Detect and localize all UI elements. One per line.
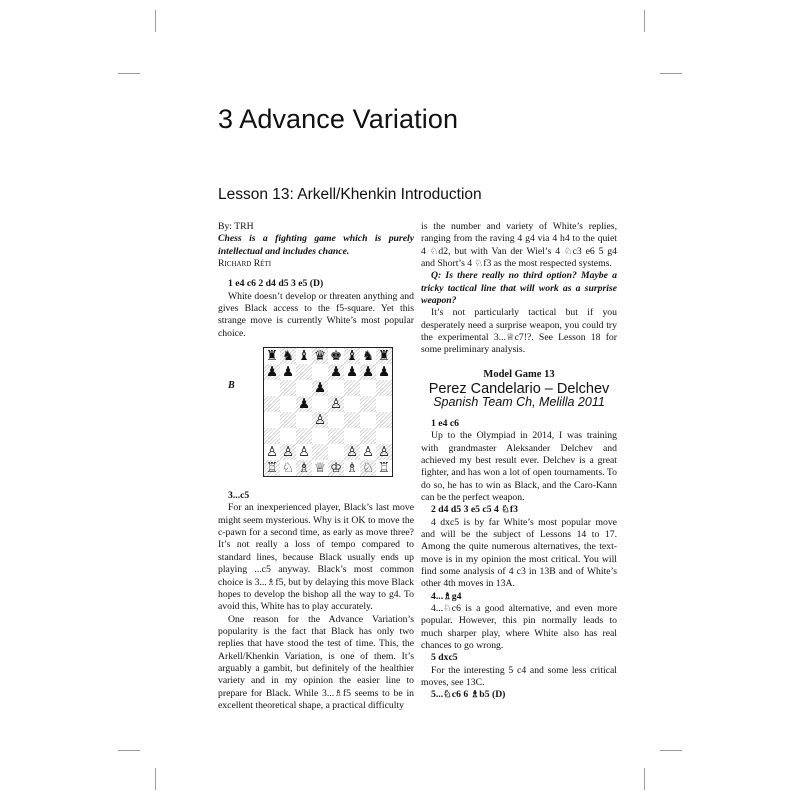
board-square: ♟	[345, 364, 359, 381]
epigraph: Chess is a fighting game which is purely intellectual and includes chance.	[218, 233, 414, 257]
move-heading: 1 e4 c6 2 d4 d5 3 e5 (D)	[228, 278, 324, 290]
move-heading: 4...♗g4	[431, 590, 462, 602]
paragraph: For the interesting 5 c4 and some less critical moves, see 13C.	[421, 664, 617, 689]
crop-mark	[660, 73, 682, 74]
move-heading: 5 dxc5	[431, 652, 458, 664]
paragraph: 4 dxc5 is by far White’s most popular move and will be the subject of Lessons 14 to 17. Among the quite numerous alternatives, the text-move is in my opinion the most critical. You will find some analysis of 4 c3 in 13B and of White’s other 4th moves in 13A.	[421, 516, 617, 590]
board-square	[360, 396, 376, 412]
board-square	[312, 364, 328, 380]
board-square: ♙	[281, 444, 295, 461]
board-square: ♟	[329, 364, 343, 381]
board-square: ♖	[265, 460, 279, 477]
board-square	[264, 396, 280, 412]
board-square: ♜	[265, 348, 279, 365]
board-square: ♟	[297, 396, 311, 413]
right-column	[421, 221, 617, 702]
board-square: ♛	[313, 348, 327, 365]
board-square	[264, 412, 280, 428]
board-square	[280, 428, 296, 444]
board-square: ♟	[281, 364, 295, 381]
board-square: ♞	[361, 348, 375, 365]
model-game-event: Spanish Team Ch, Melilla 2011	[433, 395, 605, 410]
board-square: ♙	[313, 412, 327, 429]
chess-diagram	[218, 346, 414, 486]
paragraph: For an inexperienced player, Black’s last move might seem mysterious. Why is it OK to move the c-pawn for a second time, as early as move three? It’s not really a loss of tempo compared to standard lines, because Black usually ends up playing ...c5 anyway. Black’s most common choice is 3...♗f5, but by delaying this move Black hopes to develop the bishop all the way to g4. To avoid this, White has to play accurately.	[218, 502, 414, 613]
board-square: ♙	[329, 396, 343, 413]
board-square: ♚	[329, 348, 343, 365]
board-square: ♘	[281, 460, 295, 477]
board-square: ♗	[297, 460, 311, 477]
board-square: ♕	[313, 460, 327, 477]
board-square	[360, 380, 376, 396]
board-square	[376, 380, 392, 396]
board-square	[264, 428, 280, 444]
board-square: ♙	[297, 444, 311, 461]
board-square	[296, 364, 312, 380]
board-square: ♝	[345, 348, 359, 365]
board-square	[312, 444, 328, 460]
move-heading: 5...♘c6 6 ♗b5 (D)	[431, 689, 506, 701]
crop-mark	[644, 10, 645, 32]
board-square: ♟	[313, 380, 327, 397]
board-square	[344, 396, 360, 412]
paragraph: White doesn’t develop or threaten anything and gives Black access to the f5-square. Yet this strange move is currently White’s most popular choice.	[218, 290, 414, 339]
board-square	[344, 428, 360, 444]
board-square	[328, 412, 344, 428]
board-square: ♔	[329, 460, 343, 477]
paragraph: 4...♘c6 is a good alternative, and even more popular. However, this pin normally leads to much sharper play, where White also has real chances to go wrong.	[421, 602, 617, 651]
board-square	[296, 412, 312, 428]
board-square: ♟	[377, 364, 391, 381]
side-to-move-label: B	[228, 380, 235, 392]
board-square	[376, 396, 392, 412]
crop-mark	[118, 73, 140, 74]
board-square	[312, 396, 328, 412]
byline: By: TRH	[218, 221, 254, 232]
board-square	[376, 428, 392, 444]
crop-mark	[644, 768, 645, 790]
move-heading: 1 e4 c6	[431, 417, 459, 429]
paragraph: Up to the Olympiad in 2014, I was training with grandmaster Aleksander Delchev and achieved my best result ever. Delchev is a great fighter, and has won a lot of open tournaments. To do so, he has to win as Black, and the Caro-Kann can be the perfect weapon.	[421, 430, 617, 503]
board-square	[344, 380, 360, 396]
board-square	[328, 428, 344, 444]
model-game-title: Model Game 13	[483, 368, 555, 380]
board-square: ♙	[377, 444, 391, 461]
board-square: ♙	[361, 444, 375, 461]
lesson-title: Lesson 13: Arkell/Khenkin Introduction	[218, 186, 482, 203]
model-game-players: Perez Candelario – Delchev	[428, 381, 610, 398]
paragraph: One reason for the Advance Variation’s popularity is the fact that Black has only two replies that have stood the test of time. This, the Arkell/Khenkin Variation, is one of them. It’s arguably a gambit, but definitely of the healthier variety and in my opinion the easier line to prepare for Black. While 3...♗f5 seems to be in excellent theoretical shape, a practical difficulty	[218, 613, 414, 711]
board-square: ♝	[297, 348, 311, 365]
crop-mark	[155, 10, 156, 32]
board-square	[360, 428, 376, 444]
chess-board	[263, 347, 393, 477]
question: Q: Is there really no third option? Maybe a tricky tactical line that will work as a surprise weapon?	[421, 270, 617, 307]
board-square	[328, 380, 344, 396]
crop-mark	[155, 768, 156, 790]
board-square	[280, 380, 296, 396]
crop-mark	[118, 750, 140, 751]
board-square	[360, 412, 376, 428]
board-square: ♟	[265, 364, 279, 381]
board-square: ♙	[345, 444, 359, 461]
board-square: ♞	[281, 348, 295, 365]
board-square	[312, 428, 328, 444]
board-square	[344, 412, 360, 428]
board-square: ♘	[361, 460, 375, 477]
board-square: ♖	[377, 460, 391, 477]
left-column	[218, 221, 414, 712]
board-square: ♟	[361, 364, 375, 381]
move-heading: 2 d4 d5 3 e5 c5 4 ♘f3	[431, 504, 518, 516]
board-square	[296, 380, 312, 396]
paragraph: It’s not particularly tactical but if you desperately need a surprise weapon, you could try the experimental 3...♕c7!?. See Lesson 18 for some preliminary analysis.	[421, 307, 617, 356]
move-heading: 3...c5	[228, 490, 250, 502]
epigraph-author: Richard Réti	[218, 258, 272, 270]
board-square	[376, 412, 392, 428]
chapter-title: 3 Advance Variation	[218, 104, 459, 134]
board-square	[264, 380, 280, 396]
board-square	[328, 444, 344, 460]
board-square: ♜	[377, 348, 391, 365]
board-square	[280, 412, 296, 428]
board-square: ♙	[265, 444, 279, 461]
board-square: ♗	[345, 460, 359, 477]
board-square	[296, 428, 312, 444]
crop-mark	[660, 750, 682, 751]
board-square	[280, 396, 296, 412]
paragraph: is the number and variety of White’s replies, ranging from the raving 4 g4 via 4 h4 to the quiet 4 ♘d2, but with Van der Wiel’s 4 ♘c3 e6 5 g4 and Short’s 4 ♘f3 as the most respected systems.	[421, 221, 617, 270]
